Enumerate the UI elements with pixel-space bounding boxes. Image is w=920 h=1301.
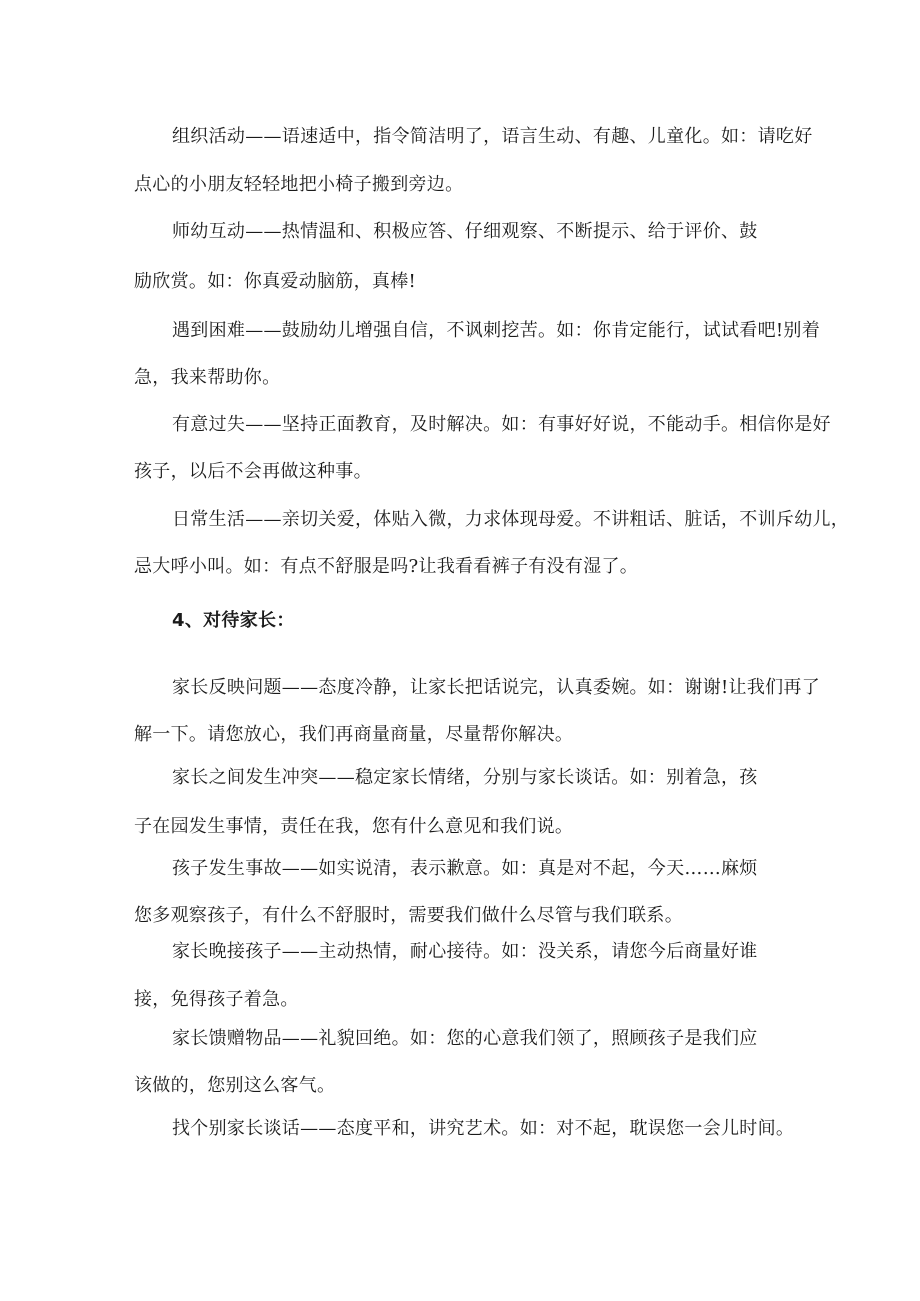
parent-paragraph-3-line-2: 您多观察孩子，有什么不舒服时，需要我们做什么尽管与我们联系。: [134, 905, 683, 926]
parent-paragraph-2-line-2: 子在园发生事情，责任在我，您有什么意见和我们说。: [134, 816, 574, 837]
paragraph-3-line-1: 遇到困难——鼓励幼儿增强自信，不讽刺挖苦。如：你肯定能行，试试看吧!别着: [172, 320, 821, 341]
paragraph-5-line-1: 日常生活——亲切关爱，体贴入微，力求体现母爱。不讲粗话、脏话，不训斥幼儿，: [172, 509, 850, 530]
paragraph-2-line-1: 师幼互动——热情温和、积极应答、仔细观察、不断提示、给于评价、鼓: [172, 221, 758, 242]
parent-paragraph-1-line-2: 解一下。请您放心，我们再商量商量，尽量帮你解决。: [134, 724, 574, 745]
paragraph-3-line-2: 急，我来帮助你。: [134, 367, 281, 388]
paragraph-5-line-2: 忌大呼小叫。如：有点不舒服是吗?让我看看裤子有没有湿了。: [134, 556, 639, 577]
parent-paragraph-6-line-1: 找个别家长谈话——态度平和，讲究艺术。如：对不起，耽误您一会儿时间。: [172, 1118, 795, 1139]
parent-paragraph-1-line-1: 家长反映问题——态度冷静，让家长把话说完，认真委婉。如：谢谢!让我们再了: [172, 677, 821, 698]
paragraph-2-line-2: 励欣赏。如：你真爱动脑筋，真棒!: [134, 271, 417, 292]
parent-paragraph-2-line-1: 家长之间发生冲突——稳定家长情绪，分别与家长谈话。如：别着急，孩: [172, 767, 758, 788]
paragraph-1-line-1: 组织活动——语速适中，指令简洁明了，语言生动、有趣、儿童化。如：请吃好: [172, 126, 813, 147]
section-heading: 4、对待家长：: [172, 610, 295, 631]
paragraph-4-line-2: 孩子，以后不会再做这种事。: [134, 461, 372, 482]
parent-paragraph-4-line-2: 接，免得孩子着急。: [134, 989, 299, 1010]
parent-paragraph-4-line-1: 家长晚接孩子——主动热情，耐心接待。如：没关系，请您今后商量好谁: [172, 941, 758, 962]
parent-paragraph-5-line-1: 家长馈赠物品——礼貌回绝。如：您的心意我们领了，照顾孩子是我们应: [172, 1028, 758, 1049]
paragraph-1-line-2: 点心的小朋友轻轻地把小椅子搬到旁边。: [134, 174, 464, 195]
paragraph-4-line-1: 有意过失——坚持正面教育，及时解决。如：有事好好说，不能动手。相信你是好: [172, 414, 831, 435]
parent-paragraph-5-line-2: 该做的，您别这么客气。: [134, 1075, 336, 1096]
parent-paragraph-3-line-1: 孩子发生事故——如实说清，表示歉意。如：真是对不起，今天……麻烦: [172, 858, 758, 879]
